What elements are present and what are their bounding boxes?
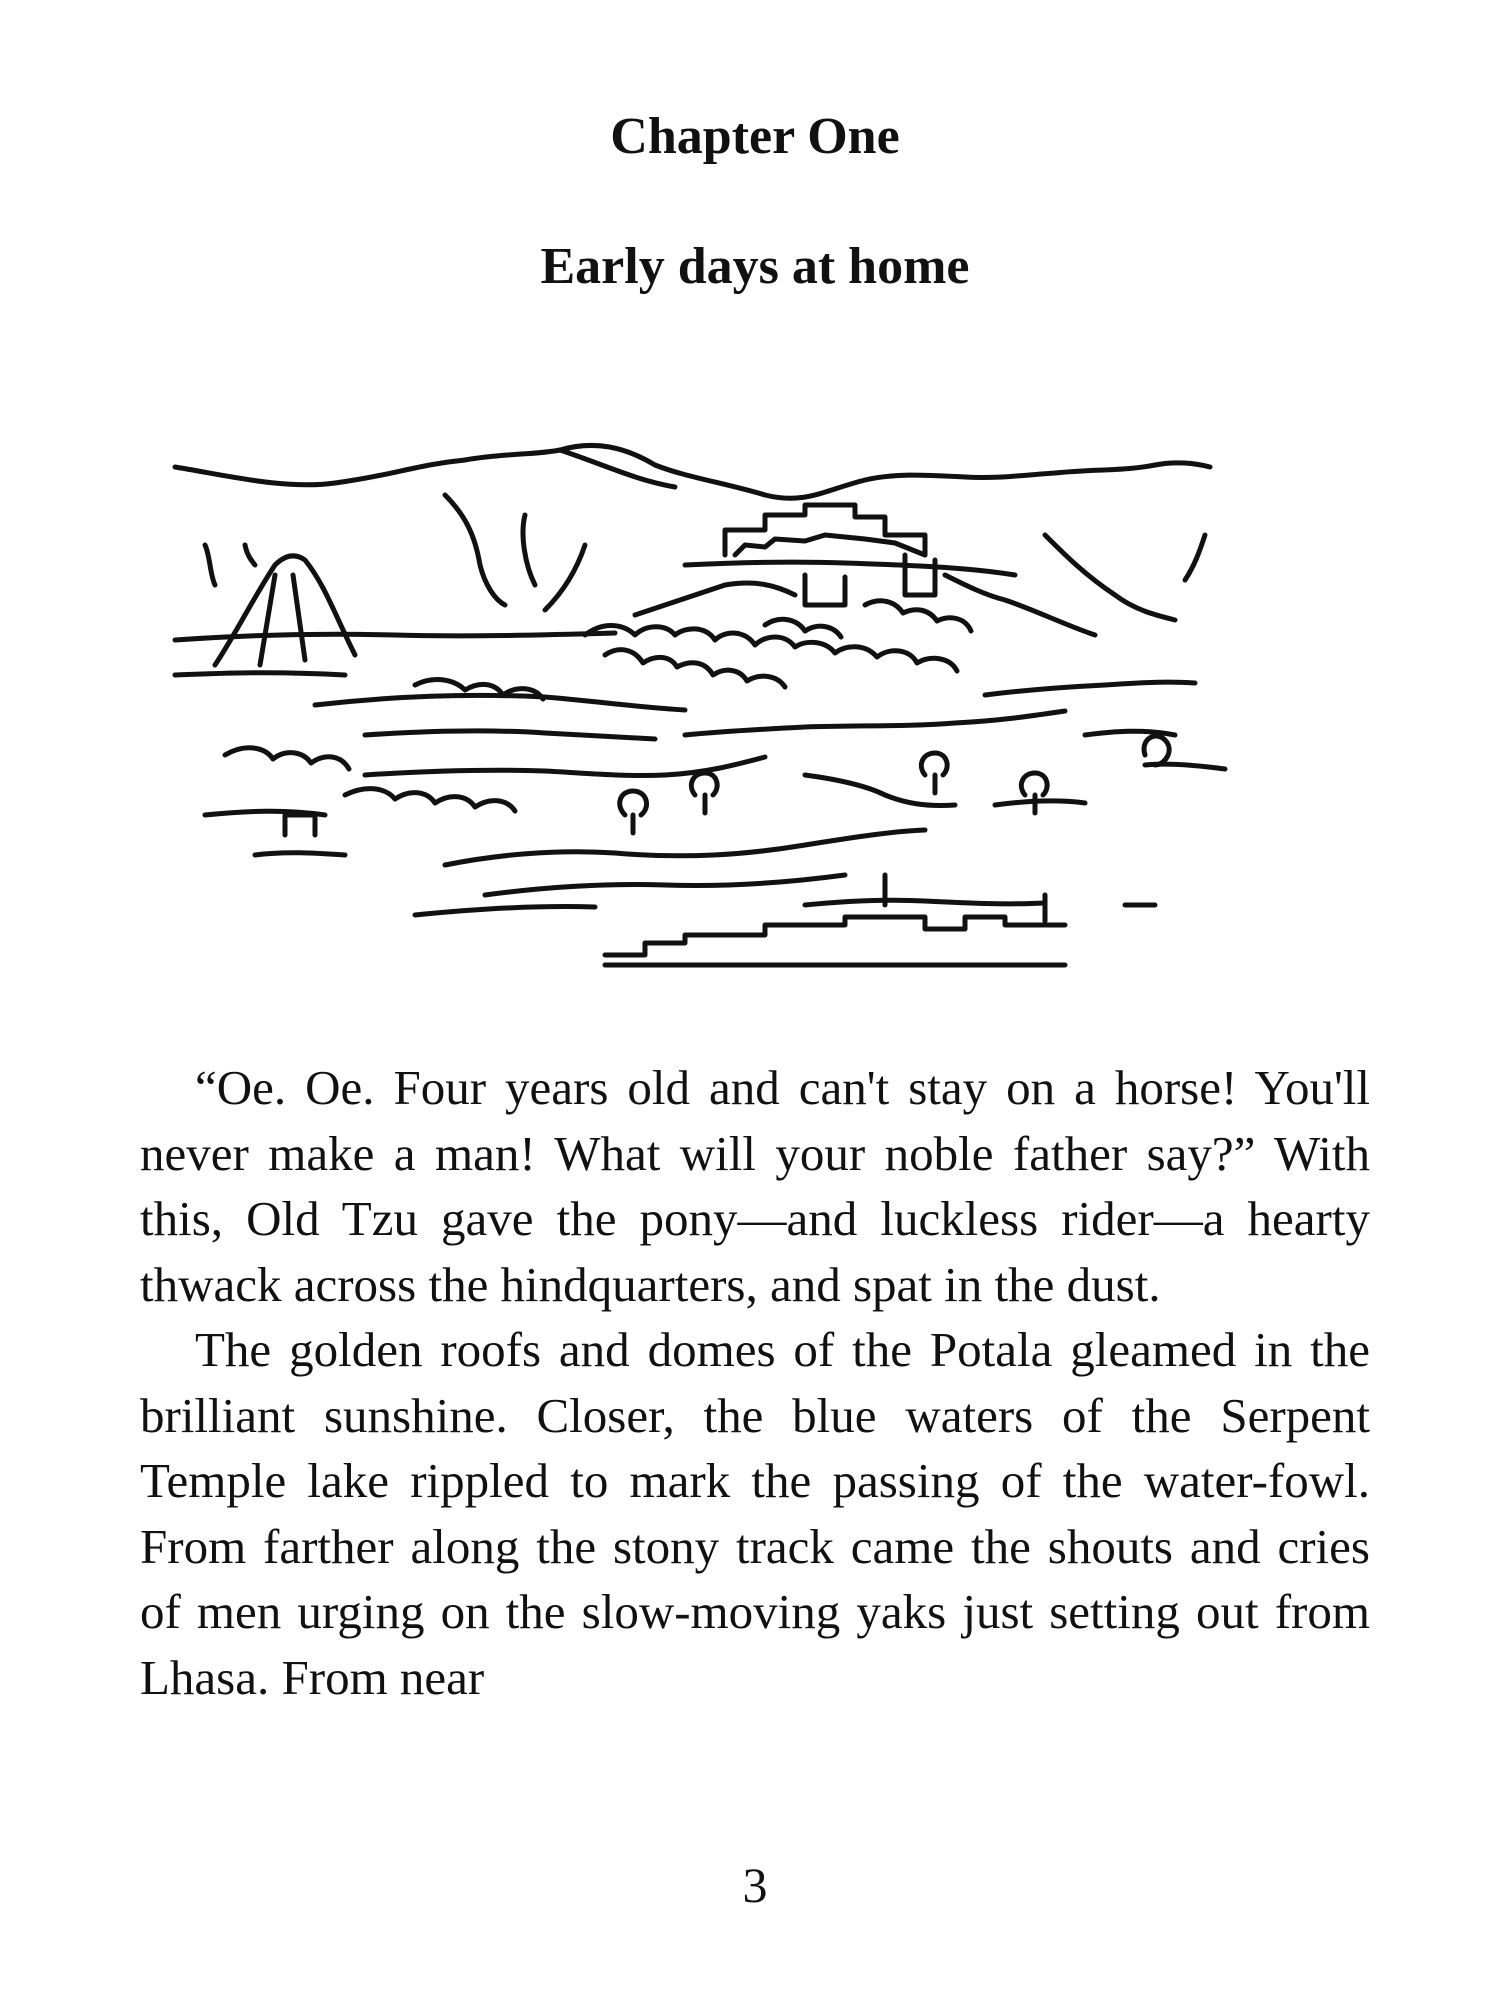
chapter-subtitle: Early days at home [540, 238, 970, 295]
chapter-title: Chapter One [610, 108, 900, 165]
paragraph-1: “Oe. Oe. Four years old and can't stay on a horse! You'll never make a man! What will your noble father say?” With this, Old Tzu gave the pony—and luckless rider—a hearty thwack across the hindquarters, and spat in the dust. [140, 1060, 1370, 1312]
page-number: 3 [742, 1857, 768, 1913]
body-text [140, 1055, 1370, 1710]
landscape-illustration-icon [165, 435, 1335, 995]
paragraph-2: The golden roofs and domes of the Potala gleamed in the brilliant sunshine. Closer, the blue waters of the Serpent Temple lake rippled to mark the passing of the water-fowl. From farther along the stony track came the shouts and cries of men urging on the slow-moving yaks just setting out from Lhasa. From near [140, 1322, 1370, 1705]
